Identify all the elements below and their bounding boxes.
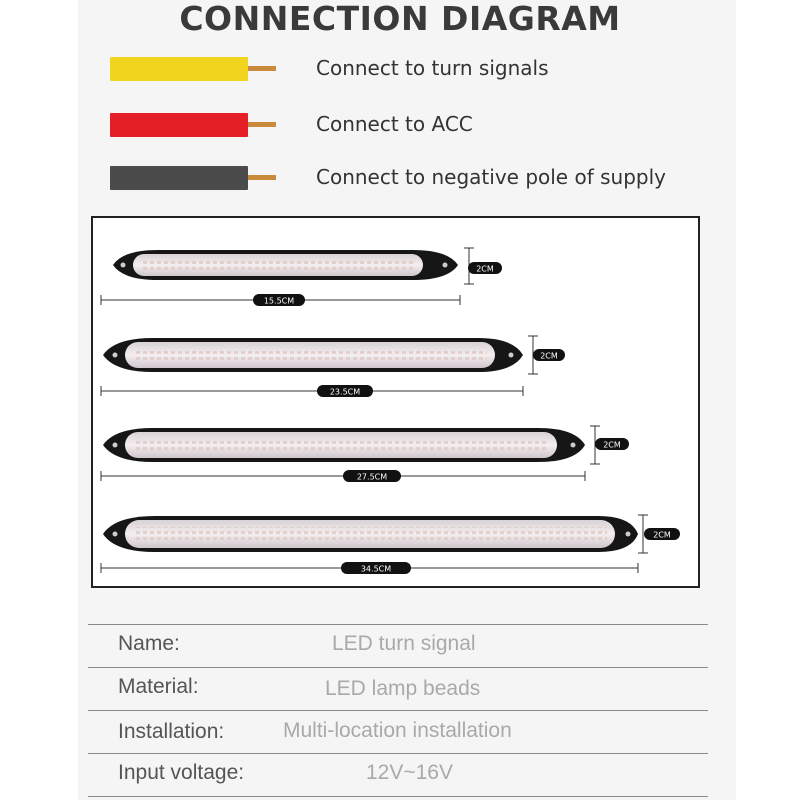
wire-insulation xyxy=(110,113,248,137)
spec-divider xyxy=(88,667,708,668)
spec-divider xyxy=(88,796,708,797)
led-strip-34cm xyxy=(103,516,638,552)
strip-height-label: 2CM xyxy=(476,264,494,274)
height-marker xyxy=(464,248,502,284)
wire-copper-end xyxy=(248,66,276,71)
wire-label-acc: Connect to ACC xyxy=(316,112,473,136)
dimension-diagram xyxy=(91,216,700,588)
wire-insulation xyxy=(110,166,248,190)
spec-divider xyxy=(88,753,708,754)
spec-divider xyxy=(88,710,708,711)
black-wire-icon xyxy=(110,165,276,191)
led-strip-15cm xyxy=(113,250,458,280)
strip-height-label: 2CM xyxy=(540,351,558,361)
strip-length-label: 23.5CM xyxy=(329,387,361,397)
led-strip-27cm xyxy=(103,428,585,462)
diagram-title: CONNECTION DIAGRAM xyxy=(179,0,621,38)
wire-insulation xyxy=(110,57,248,81)
spec-key-installation: Installation: xyxy=(118,720,225,743)
height-marker xyxy=(638,515,680,553)
length-marker xyxy=(101,294,460,306)
length-marker xyxy=(101,385,523,397)
wire-label-negative: Connect to negative pole of supply xyxy=(316,165,666,189)
wire-copper-end xyxy=(248,122,276,127)
spec-key-name: Name: xyxy=(118,632,180,655)
spec-value-material: LED lamp beads xyxy=(325,677,481,700)
red-wire-icon xyxy=(110,112,276,138)
height-marker xyxy=(528,336,565,374)
strip-length-label: 15.5CM xyxy=(263,296,295,306)
spec-value-input-voltage: 12V~16V xyxy=(366,761,453,784)
spec-value-name: LED turn signal xyxy=(332,632,476,655)
length-marker xyxy=(101,562,638,574)
spec-value-installation: Multi-location installation xyxy=(283,719,512,742)
spec-divider xyxy=(88,624,708,625)
spec-key-material: Material: xyxy=(118,675,199,698)
wire-copper-end xyxy=(248,175,276,180)
strip-height-label: 2CM xyxy=(603,440,621,450)
spec-key-input-voltage: Input voltage: xyxy=(118,761,245,784)
height-marker xyxy=(590,426,629,464)
strip-length-label: 27.5CM xyxy=(356,472,388,482)
strip-length-label: 34.5CM xyxy=(360,564,392,574)
yellow-wire-icon xyxy=(110,56,276,82)
wire-label-turn-signals: Connect to turn signals xyxy=(316,56,549,80)
length-marker xyxy=(101,470,585,482)
strip-height-label: 2CM xyxy=(653,530,671,540)
led-strips-drawing xyxy=(93,218,698,586)
led-strip-23cm xyxy=(103,338,523,372)
